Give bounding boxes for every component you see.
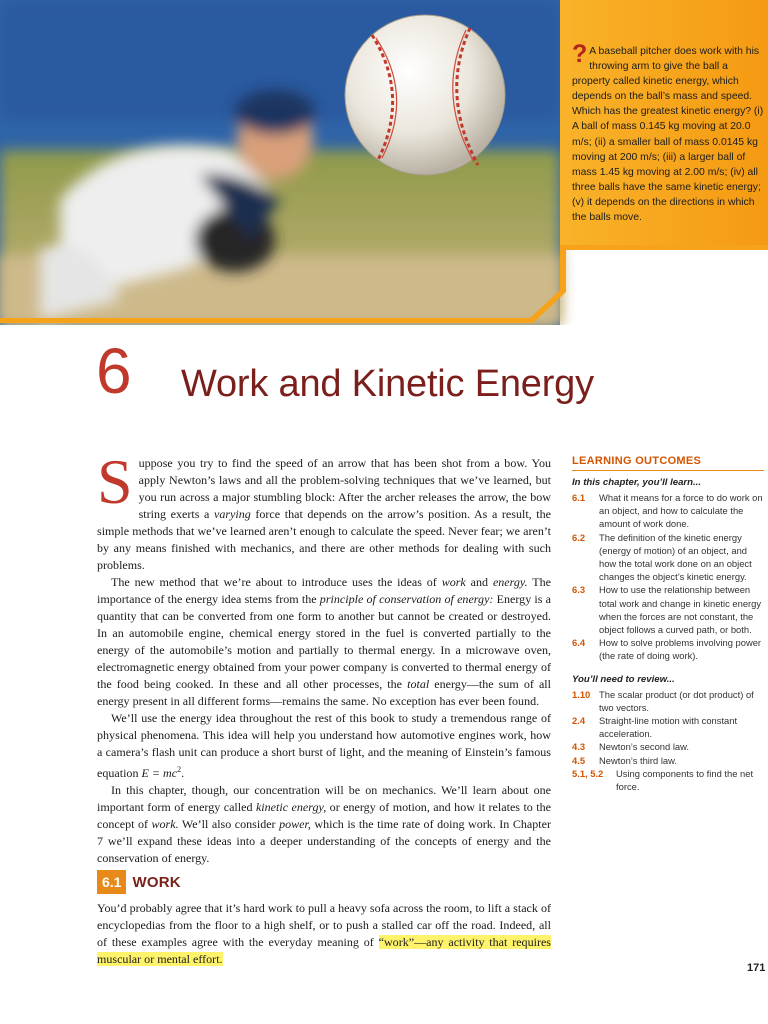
page-number: 171: [747, 962, 766, 974]
section-paragraph: You’d probably agree that it’s hard work to pull a heavy sofa across the room, to lift a stack of encyclopedias from the floor to a high shelf, or to push a stalled car off the road. Indeed, all of these examples agree with the everyday meaning of “work”—any activity that requires muscular or mental effort.: [97, 901, 551, 966]
question-text: A baseball pitcher does work with his throwing arm to give the ball a property called kinetic energy, which depends on the ball’s mass and speed. Which has the greatest kinetic energy? (i) A ball of mass 0.145 kg moving at 20.0 m/s; (ii) a smaller ball of mass 0.0145 kg moving at 200 m/s; (iii) a larger ball of mass 1.45 kg moving at 2.00 m/s; (iv) all three balls have the same kinetic energy; (v) it depends on the directions in which the balls move.: [572, 46, 764, 224]
chapter-introduction: [97, 446, 552, 867]
drop-cap: S: [97, 446, 133, 517]
learning-outcomes-title: LEARNING OUTCOMES: [572, 455, 764, 471]
learn-item: 6.3 How to use the relationship between total work and change in kinetic energy when the forces are not constant, the object follows a curved path, or both.: [572, 584, 762, 636]
section-body: [97, 900, 551, 968]
einstein-equation: E = mc: [141, 766, 178, 781]
review-item: 4.3 Newton’s second law.: [572, 741, 689, 753]
review-heading: You’ll need to review...: [572, 673, 675, 685]
highlighted-definition: “work”—any activity that requires muscular or mental effort.: [97, 935, 551, 966]
review-item: 5.1, 5.2 Using components to find the net force.: [572, 767, 754, 793]
learning-outcomes-sidebar: [572, 455, 764, 793]
section-heading: [97, 870, 181, 894]
learn-item: 6.2 The definition of the kinetic energy (energy of motion) of an object, and how the total work done on an object changes the object’s kinetic energy.: [572, 531, 752, 583]
section-number-badge: 6.1: [97, 870, 126, 894]
learn-item: 6.4 How to solve problems involving power (the rate of doing work).: [572, 637, 762, 662]
review-item: 1.10 The scalar product (or dot product) of two vectors.: [572, 688, 754, 713]
learn-heading: In this chapter, you’ll learn...: [572, 477, 702, 488]
section-title: WORK: [132, 873, 181, 891]
chapter-opener-hero: [0, 0, 768, 325]
review-item: 2.4 Straight-line motion with constant acceleration.: [572, 715, 738, 740]
intro-paragraph-4: In this chapter, though, our concentration will be on mechanics. We’ll learn about one important form of energy called kinetic energy, or energy of motion, and how it relates to the concept of work. We’ll also consider power, which is the time rate of doing work. In Chapter 7 we’ll expand these ideas into a deeper understanding of the concepts of energy and the conservation of energy.: [97, 783, 552, 866]
chapter-number: 6: [96, 335, 132, 407]
chapter-title: Work and Kinetic Energy: [181, 363, 594, 405]
chapter-opening-question: [572, 40, 768, 225]
review-item: 4.5 Newton’s third law.: [572, 754, 677, 766]
intro-paragraph-1: Suppose you try to find the speed of an arrow that has been shot from a bow. You apply Newton’s laws and all the problem-solving techniques that we’ve learned, but you run across a major stumbling block: After the archer releases the arrow, the bow string exerts a varying force that depends on the arrow’s position. As a result, the simple methods that we’ve learned aren’t enough to calculate the speed. Never fear; we aren’t by any means finished with mechanics, and there are other methods for dealing with such problems.: [97, 446, 552, 572]
learn-item: 6.1 What it means for a force to do work on an object, and how to calculate the amount of work done.: [572, 492, 763, 530]
intro-paragraph-2: The new method that we’re about to introduce uses the ideas of work and energy. The importance of the energy idea stems from the principle of conservation of energy: Energy is a quantity that can be converted from one form to another but cannot be created or destroyed. In an automobile engine, chemical energy stored in the fuel is converted partially to the energy of the automobile’s motion and partially to thermal energy. In a microwave oven, electromagnetic energy obtained from your power company is converted to thermal energy of the food being cooked. In these and all other processes, the total energy—the sum of all energy present in all different forms—remains the same. No exception has ever been found.: [97, 575, 552, 708]
question-mark-icon: ?: [572, 40, 588, 68]
intro-paragraph-3: We’ll use the energy idea throughout the rest of this book to study a tremendous range of physical phenomena. This idea will help you understand how automotive engines work, how a camera’s flash unit can produce a short burst of light, and the meaning of Einstein’s famous equation $E = mc^2$.: [97, 711, 551, 781]
